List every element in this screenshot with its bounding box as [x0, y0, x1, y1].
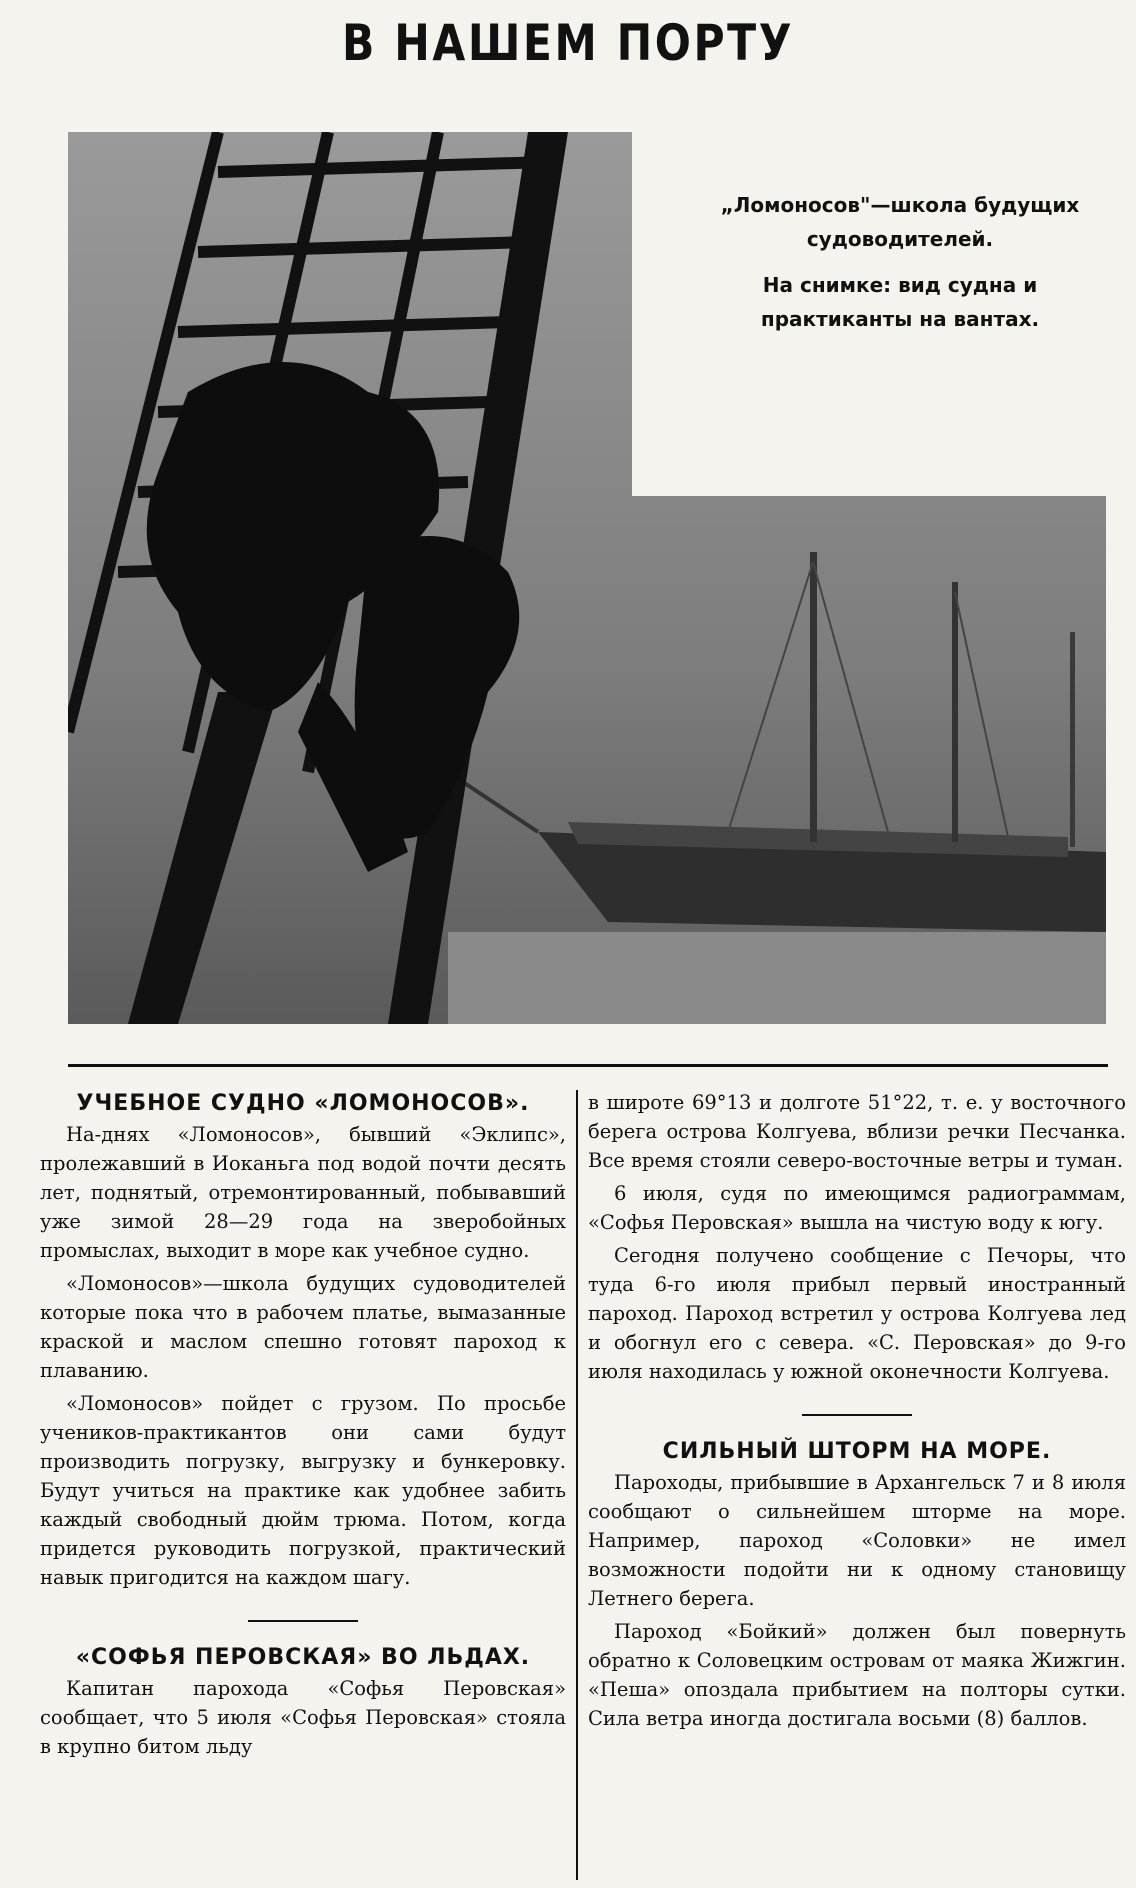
- right-column: [588, 1088, 1126, 1737]
- column-divider: [576, 1090, 578, 1880]
- article-paragraph: Капитан парохода «Софья Перовская» сообщает, что 5 июля «Софья Перовская» стояла в крупно битом льду: [40, 1677, 566, 1758]
- article-title-perovskaya: «СОФЬЯ ПЕРОВСКАЯ» ВО ЛЬДАХ.: [75, 1645, 531, 1670]
- section-rule: [68, 1064, 1108, 1067]
- article-paragraph: в широте 69°13 и долготе 51°22, т. е. у восточного берега острова Колгуева, вблизи речки Песчанка. Все время стояли северо-восточные ветры и туман.: [588, 1091, 1126, 1172]
- article-paragraph: Пароход «Бойкий» должен был повернуть обратно к Соловецким островам от маяка Жижгин. «Пеша» опоздала прибытием на полторы сутки. Сила ветра иногда достигала восьми (8) баллов.: [588, 1620, 1126, 1730]
- article-paragraph: 6 июля, судя по имеющимся радиограммам, «Софья Перовская» вышла на чистую воду к югу.: [588, 1182, 1126, 1234]
- article-paragraph: Пароходы, прибывшие в Архангельск 7 и 8 июля сообщают о сильнейшем шторме на море. Например, пароход «Соловки» не имел возможности подойти ни к одному становищу Летнего берега.: [588, 1471, 1126, 1610]
- article-title-lomonosov: УЧЕБНОЕ СУДНО «ЛОМОНОСОВ».: [76, 1091, 530, 1116]
- article-paragraph: На-днях «Ломоносов», бывший «Эклипс», пролежавший в Иоканьга под водой почти десять лет, поднятый, отремонтированный, побывавший уже зимой 28—29 года на зверобойных промыслах, выходит в море как учебное судно.: [40, 1123, 566, 1262]
- article-paragraph: «Ломоносов» пойдет с грузом. По просьбе учеников-практикантов они сами будут производить погрузку, выгрузку и бункеровку. Будут учиться на практике как удобнее забить каждый свободный дюйм трюма. Потом, когда придется руководить погрузкой, практический навык пригодится на каждом шагу.: [40, 1392, 566, 1589]
- caption-line-1: „Ломоносов"—школа будущих судоводителей.: [720, 193, 1080, 251]
- article-paragraph: Сегодня получено сообщение с Печоры, что туда 6-го июля прибыл первый иностранный пароход. Пароход встретил у острова Колгуева лед и обогнул его с севера. «С. Перовская» до 9-го июля находилась у южной оконечности Колгуева.: [588, 1244, 1126, 1383]
- article-paragraph: «Ломоносов»—школа будущих судоводителей которые пока что в рабочем платье, вымазанные краской и маслом спешно готовят пароход к плаванию.: [40, 1272, 566, 1382]
- caption-line-2: На снимке: вид судна и практиканты на вантах.: [760, 273, 1040, 331]
- left-column: [40, 1088, 566, 1765]
- article-divider: [802, 1414, 912, 1416]
- page-headline: В НАШЕМ ПОРТУ: [341, 14, 795, 72]
- photo-caption: [690, 188, 1110, 348]
- article-divider: [248, 1620, 358, 1622]
- article-title-storm: СИЛЬНЫЙ ШТОРМ НА МОРЕ.: [662, 1439, 1052, 1464]
